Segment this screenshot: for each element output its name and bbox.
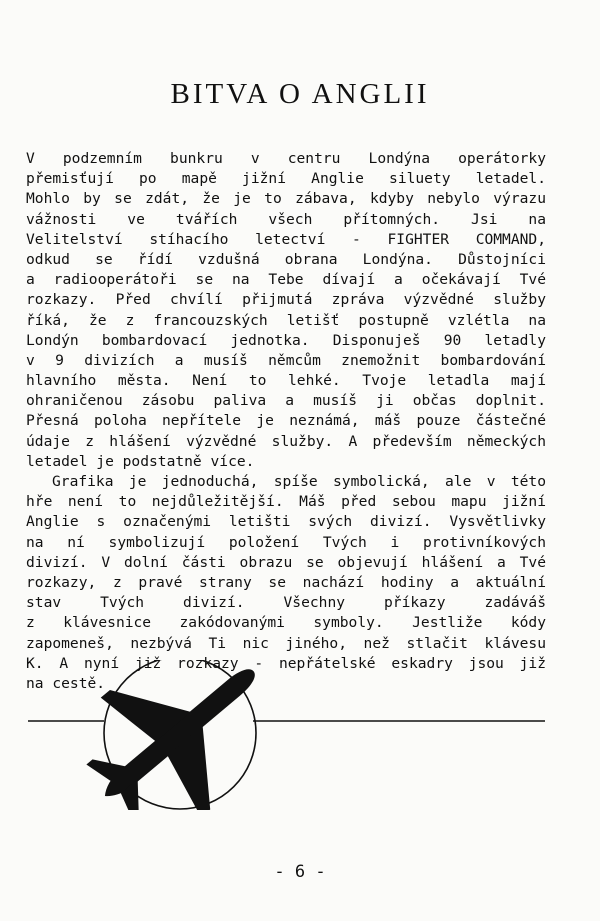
text-line: přemisťují po mapě jižní Anglie siluety letadel.: [26, 170, 546, 188]
text-line: letadel je podstatně více.: [26, 452, 255, 470]
text-line: z klávesnice zakódovanými symboly. Jestliže kódy: [26, 614, 546, 632]
text-line: v 9 divizích a musíš němcům znemožnit bombardování: [26, 351, 546, 369]
page-title: BITVA O ANGLII: [170, 78, 430, 110]
airplane-emblem: [0, 660, 600, 810]
text-line: rozkazy. Před chvílí přijmutá zpráva výzvědné služby: [26, 291, 546, 309]
text-line: V podzemním bunkru v centru Londýna operátorky: [26, 150, 546, 167]
airplane-icon: [55, 660, 304, 810]
text-line: zapomeneš, nezbývá Ti nic jiného, než stlačit klávesu: [26, 634, 546, 652]
text-line: na cestě.: [26, 674, 106, 692]
text-line: Anglie s označenými letišti svých divizí. Vysvětlivky: [26, 513, 546, 531]
body-text: [26, 149, 546, 694]
text-line: hlavního města. Není to lehké. Tvoje letadla mají: [26, 372, 546, 390]
text-line: vážnosti ve tvářích všech přítomných. Jsi na: [26, 210, 546, 228]
text-line: na ní symbolizují položení Tvých i protivníkových: [26, 533, 546, 551]
text-line: a radiooperátoři se na Tebe dívají a očekávají Tvé: [26, 271, 546, 289]
text-line: ohraničenou zásobu paliva a musíš ji občas doplnit.: [26, 392, 546, 410]
text-line: říká, že z francouzských letišť postupně vzlétla na: [26, 311, 546, 329]
page-number: - 6 -: [274, 862, 326, 882]
text-line: Londýn bombardovací jednotka. Disponuješ 90 letadly: [26, 331, 546, 349]
text-line: údaje z hlášení výzvědné služby. A především německých: [26, 432, 546, 450]
text-line: Grafika je jednoduchá, spíše symbolická, ale v této: [52, 473, 546, 490]
text-line: stav Tvých divizí. Všechny příkazy zadáváš: [26, 594, 546, 612]
text-line: rozkazy, z pravé strany se nachází hodiny a aktuální: [26, 573, 546, 591]
text-line: Mohlo by se zdát, že je to zábava, kdyby nebylo výrazu: [26, 190, 546, 208]
text-line: Přesná poloha nepřítele je neznámá, máš pouze částečné: [26, 412, 546, 430]
text-line: K. A nyní již rozkazy - nepřátelské eskadry jsou již: [26, 654, 546, 672]
text-line: odkud se řídí vzdušná obrana Londýna. Důstojníci: [26, 250, 546, 268]
text-line: Velitelství stíhacího letectví - FIGHTER COMMAND,: [26, 230, 546, 248]
text-line: divizí. V dolní části obrazu se objevují hlášení a Tvé: [26, 553, 546, 571]
text-line: hře není to nejdůležitější. Máš před sebou mapu jižní: [26, 493, 546, 511]
